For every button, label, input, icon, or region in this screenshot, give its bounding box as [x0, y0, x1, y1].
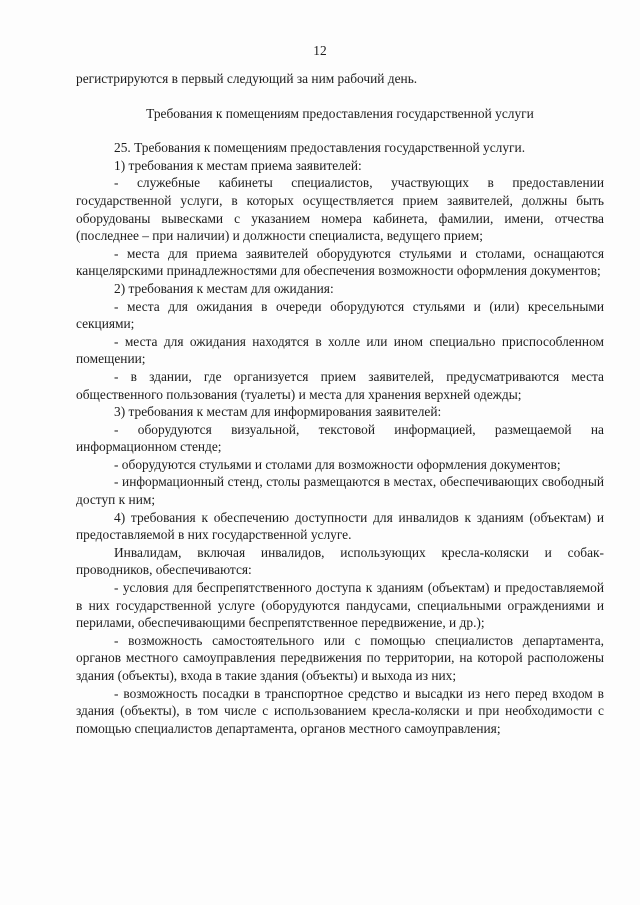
paragraph-bullet: - информационный стенд, столы размещаются в местах, обеспечивающих свободный доступ к ним; — [76, 474, 604, 508]
paragraph-item-3: 3) требования к местам для информирования заявителей: — [114, 404, 442, 420]
paragraph-item-4: 4) требования к обеспечению доступности для инвалидов к зданиям (объектам) и предоставляемой в них государственной услуге. — [76, 509, 604, 543]
document-body — [76, 70, 604, 737]
paragraph-bullet: - оборудуются стульями и столами для возможности оформления документов; — [114, 456, 561, 472]
paragraph-bullet: - условия для беспрепятственного доступа к зданиям (объектам) и предоставляемой в них государственной услуге (оборудуются пандусами, специальными ограждениями и перилами, обеспечивающими беспрепятственное передвижение, и др.); — [76, 580, 604, 631]
paragraph-bullet: - возможность посадки в транспортное средство и высадки из него перед входом в здания (объекты), в том числе с использованием кресла-коляски и при необходимости с помощью специалистов департамента, органов местного самоуправления; — [76, 685, 604, 736]
paragraph-bullet: - возможность самостоятельного или с помощью специалистов департамента, органов местного самоуправления передвижения по территории, на которой расположены здания (объекты), входа в такие здания (объекты) и выхода из них; — [76, 632, 604, 683]
paragraph-bullet: - оборудуются визуальной, текстовой информацией, размещаемой на информационном стенде; — [76, 421, 604, 455]
paragraph-bullet: - места для приема заявителей оборудуются стульями и столами, оснащаются канцелярскими принадлежностями для обеспечения возможности оформления документов; — [76, 245, 604, 279]
paragraph-intro: Инвалидам, включая инвалидов, использующих кресла-коляски и собак-проводников, обеспечиваются: — [76, 544, 604, 578]
paragraph-25: 25. Требования к помещениям предоставления государственной услуги. — [114, 140, 526, 156]
paragraph-bullet: - места для ожидания в очереди оборудуются стульями и (или) кресельными секциями; — [76, 298, 604, 332]
section-heading: Требования к помещениям предоставления государственной услуги — [146, 105, 534, 121]
paragraph-continuation: регистрируются в первый следующий за ним рабочий день. — [76, 71, 418, 86]
paragraph-bullet: - места для ожидания находятся в холле или ином специально приспособленном помещении; — [76, 333, 604, 367]
paragraph-bullet: - служебные кабинеты специалистов, участвующих в предоставлении государственной услуги, в которых осуществляется прием заявителей, должны быть оборудованы вывесками с указанием номера кабинета, фамилии, имени, отчества (последнее – при наличии) и должности специалиста, ведущего прием; — [76, 175, 604, 244]
paragraph-item-2: 2) требования к местам для ожидания: — [114, 280, 334, 296]
page-number: 12 — [313, 43, 327, 58]
paragraph-bullet: - в здании, где организуется прием заявителей, предусматриваются места общественного пользования (туалеты) и места для хранения верхней одежды; — [76, 368, 604, 402]
paragraph-item-1: 1) требования к местам приема заявителей: — [114, 157, 362, 173]
